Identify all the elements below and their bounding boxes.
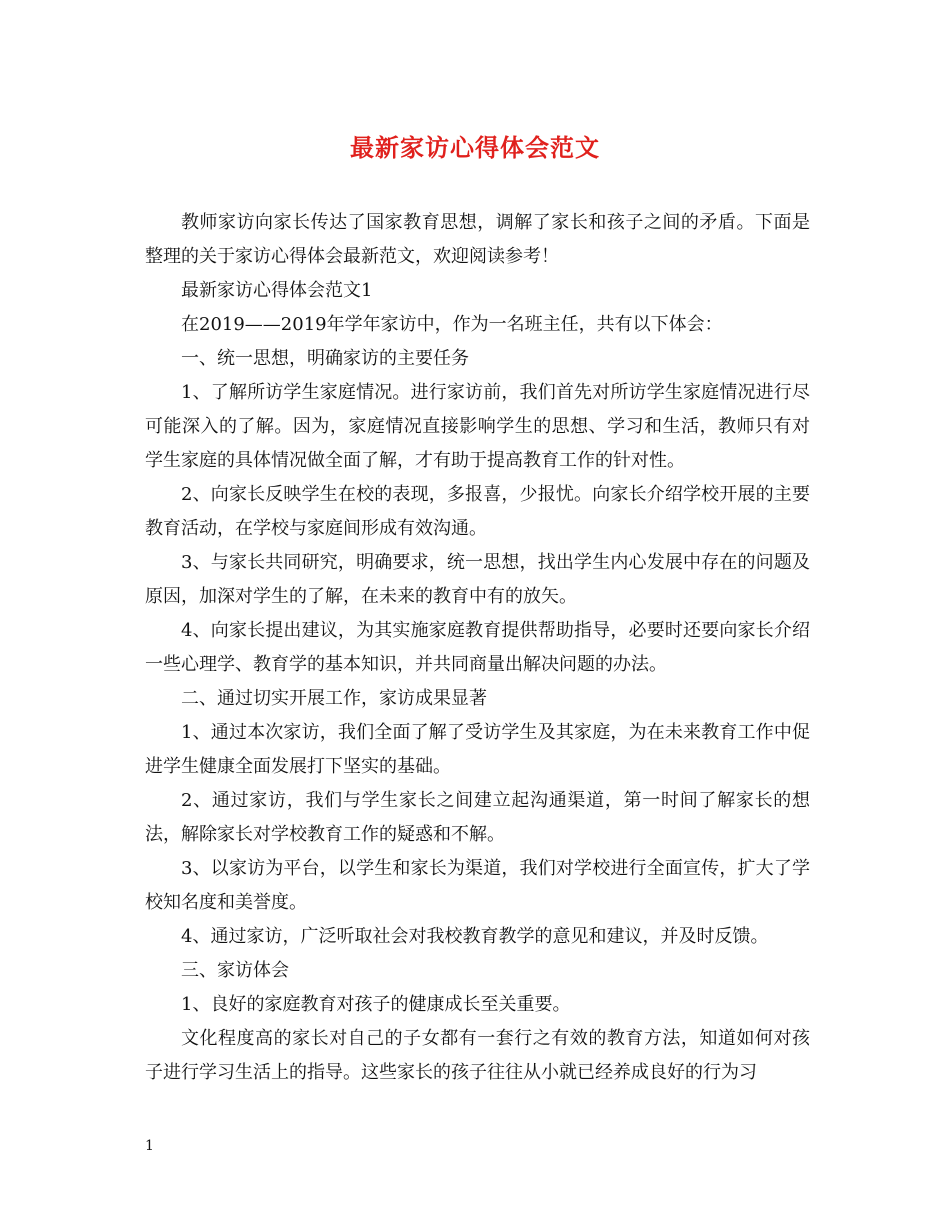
section-heading: 三、家访体会 <box>181 960 289 981</box>
paragraph: 4、通过家访，广泛听取社会对我校教育教学的意见和建议，并及时反馈。 <box>181 926 769 947</box>
section-heading: 二、通过切实开展工作，家访成果显著 <box>181 688 487 709</box>
document-body <box>145 206 810 1090</box>
paragraph: 4、向家长提出建议，为其实施家庭教育提供帮助指导，必要时还要向家长介绍一些心理学、教育学的基本知识，并共同商量出解决问题的办法。 <box>145 620 810 675</box>
paragraph: 1、了解所访学生家庭情况。进行家访前，我们首先对所访学生家庭情况进行尽可能深入的了解。因为，家庭情况直接影响学生的思想、学习和生活，教师只有对学生家庭的具体情况做全面了解，才有助于提高教育工作的针对性。 <box>145 382 810 471</box>
paragraph: 文化程度高的家长对自己的子女都有一套行之有效的教育方法，知道如何对孩子进行学习生活上的指导。这些家长的孩子往往从小就已经养成良好的行为习 <box>145 1028 810 1083</box>
paragraph: 1、良好的家庭教育对孩子的健康成长至关重要。 <box>181 994 571 1015</box>
paragraph: 2、通过家访，我们与学生家长之间建立起沟通渠道，第一时间了解家长的想法，解除家长对学校教育工作的疑惑和不解。 <box>145 790 810 845</box>
section-heading: 最新家访心得体会范文1 <box>181 280 373 301</box>
intro-paragraph: 教师家访向家长传达了国家教育思想，调解了家长和孩子之间的矛盾。下面是整理的关于家访心得体会最新范文，欢迎阅读参考！ <box>145 212 810 267</box>
page-number: 1 <box>145 1138 154 1154</box>
paragraph: 1、通过本次家访，我们全面了解了受访学生及其家庭，为在未来教育工作中促进学生健康全面发展打下坚实的基础。 <box>145 722 810 777</box>
paragraph: 2、向家长反映学生在校的表现，多报喜，少报忧。向家长介绍学校开展的主要教育活动，在学校与家庭间形成有效沟通。 <box>145 484 810 539</box>
paragraph: 3、与家长共同研究，明确要求，统一思想，找出学生内心发展中存在的问题及原因，加深对学生的了解，在未来的教育中有的放矢。 <box>145 552 810 607</box>
paragraph: 3、以家访为平台，以学生和家长为渠道，我们对学校进行全面宣传，扩大了学校知名度和美誉度。 <box>145 858 810 913</box>
section-heading: 一、统一思想，明确家访的主要任务 <box>181 348 469 369</box>
document-title: 最新家访心得体会范文 <box>350 133 600 162</box>
paragraph: 在2019——2019年学年家访中，作为一名班主任，共有以下体会： <box>181 314 723 335</box>
